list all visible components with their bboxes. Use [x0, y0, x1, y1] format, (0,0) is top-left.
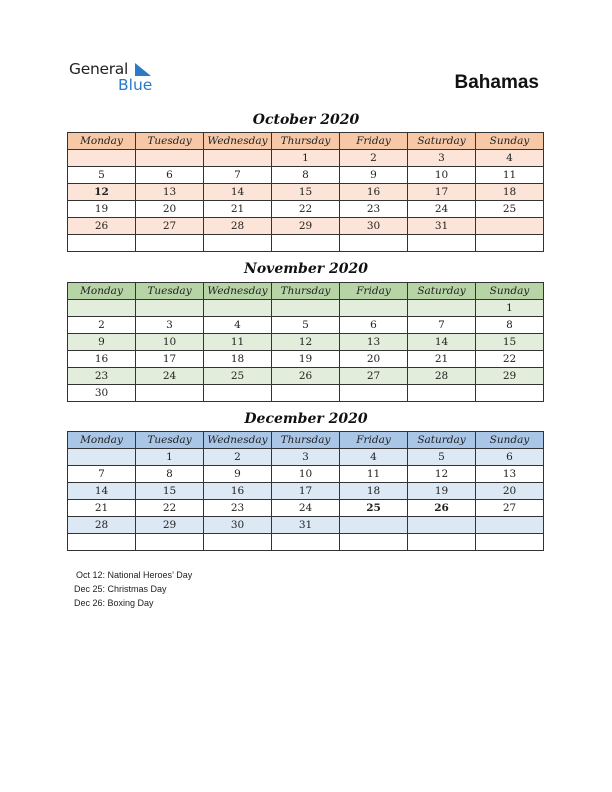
- month-title-october: October 2020: [252, 112, 360, 128]
- day-cell: 23: [68, 368, 136, 385]
- day-cell: 7: [408, 317, 476, 334]
- day-cell: [204, 235, 272, 252]
- day-cell: 30: [340, 218, 408, 235]
- week-row: [68, 300, 544, 317]
- day-cell: 28: [68, 517, 136, 534]
- day-cell: [408, 300, 476, 317]
- day-cell: 24: [136, 368, 204, 385]
- weekday-header: Tuesday: [136, 283, 204, 300]
- day-cell: [136, 150, 204, 167]
- day-cell: [204, 534, 272, 551]
- day-cell: 17: [408, 184, 476, 201]
- day-cell: 4: [476, 150, 544, 167]
- day-cell: [272, 385, 340, 402]
- day-cell: 19: [408, 483, 476, 500]
- day-cell: [136, 300, 204, 317]
- day-cell: 15: [476, 334, 544, 351]
- day-cell: 3: [272, 449, 340, 466]
- day-cell: [340, 534, 408, 551]
- week-row: [68, 150, 544, 167]
- day-cell: 2: [340, 150, 408, 167]
- day-cell: [68, 235, 136, 252]
- day-cell: 20: [136, 201, 204, 218]
- holiday-note: Oct 12: National Heroes’ Day: [76, 570, 193, 580]
- day-cell: 7: [204, 167, 272, 184]
- weekday-header: Saturday: [408, 283, 476, 300]
- day-cell: [340, 517, 408, 534]
- week-row: [68, 500, 544, 517]
- day-cell: 3: [136, 317, 204, 334]
- day-cell: [272, 235, 340, 252]
- weekday-header: Tuesday: [136, 432, 204, 449]
- calendar-body: [68, 150, 544, 252]
- day-cell: 26: [408, 500, 476, 517]
- week-row: [68, 466, 544, 483]
- country-title: Bahamas: [454, 72, 539, 93]
- weekday-header: Saturday: [408, 133, 476, 150]
- day-cell: 26: [68, 218, 136, 235]
- week-row: [68, 534, 544, 551]
- day-cell: 23: [340, 201, 408, 218]
- day-cell: [68, 449, 136, 466]
- weekday-header: Wednesday: [204, 283, 272, 300]
- day-cell: 7: [68, 466, 136, 483]
- day-cell: 18: [340, 483, 408, 500]
- day-cell: 29: [136, 517, 204, 534]
- weekday-header: Wednesday: [204, 133, 272, 150]
- day-cell: [136, 534, 204, 551]
- day-cell: 16: [204, 483, 272, 500]
- day-cell: 6: [136, 167, 204, 184]
- weekday-header: Monday: [68, 283, 136, 300]
- weekday-header: Monday: [68, 133, 136, 150]
- day-cell: [272, 534, 340, 551]
- weekday-header: Friday: [340, 133, 408, 150]
- day-cell: [204, 150, 272, 167]
- day-cell: [408, 517, 476, 534]
- day-cell: 12: [408, 466, 476, 483]
- day-cell: [476, 534, 544, 551]
- day-cell: 25: [476, 201, 544, 218]
- week-row: [68, 368, 544, 385]
- day-cell: 16: [340, 184, 408, 201]
- day-cell: 11: [340, 466, 408, 483]
- day-cell: 10: [272, 466, 340, 483]
- day-cell: [476, 385, 544, 402]
- calendar-november: [67, 282, 544, 402]
- day-cell: 16: [68, 351, 136, 368]
- day-cell: 2: [204, 449, 272, 466]
- day-cell: [204, 300, 272, 317]
- logo: [69, 60, 169, 96]
- week-row: [68, 449, 544, 466]
- weekday-header: Thursday: [272, 133, 340, 150]
- day-cell: [340, 235, 408, 252]
- week-row: [68, 351, 544, 368]
- day-cell: [408, 534, 476, 551]
- weekday-header: Wednesday: [204, 432, 272, 449]
- weekday-header-row: [68, 432, 544, 449]
- day-cell: 21: [68, 500, 136, 517]
- day-cell: [408, 235, 476, 252]
- week-row: [68, 317, 544, 334]
- day-cell: 15: [136, 483, 204, 500]
- day-cell: [476, 235, 544, 252]
- day-cell: 11: [204, 334, 272, 351]
- day-cell: 19: [272, 351, 340, 368]
- weekday-header: Friday: [340, 432, 408, 449]
- day-cell: 30: [204, 517, 272, 534]
- day-cell: [408, 385, 476, 402]
- day-cell: 12: [68, 184, 136, 201]
- calendar-body: [68, 449, 544, 551]
- day-cell: 27: [476, 500, 544, 517]
- day-cell: 27: [340, 368, 408, 385]
- logo-text-blue: Blue: [118, 76, 153, 94]
- day-cell: [476, 218, 544, 235]
- day-cell: 18: [204, 351, 272, 368]
- weekday-header: Sunday: [476, 432, 544, 449]
- week-row: [68, 334, 544, 351]
- day-cell: 20: [340, 351, 408, 368]
- day-cell: 6: [340, 317, 408, 334]
- day-cell: 25: [340, 500, 408, 517]
- day-cell: 31: [408, 218, 476, 235]
- day-cell: 1: [272, 150, 340, 167]
- logo-text-general: General: [69, 60, 128, 78]
- day-cell: 18: [476, 184, 544, 201]
- day-cell: [340, 385, 408, 402]
- calendar-body: [68, 300, 544, 402]
- day-cell: 5: [408, 449, 476, 466]
- day-cell: 31: [272, 517, 340, 534]
- day-cell: 13: [136, 184, 204, 201]
- day-cell: 21: [204, 201, 272, 218]
- day-cell: [476, 517, 544, 534]
- day-cell: 17: [272, 483, 340, 500]
- day-cell: 29: [476, 368, 544, 385]
- month-title-november: November 2020: [244, 261, 368, 277]
- day-cell: 1: [476, 300, 544, 317]
- day-cell: 28: [204, 218, 272, 235]
- day-cell: [136, 235, 204, 252]
- day-cell: 22: [272, 201, 340, 218]
- day-cell: 14: [204, 184, 272, 201]
- day-cell: 29: [272, 218, 340, 235]
- day-cell: 10: [136, 334, 204, 351]
- day-cell: 9: [340, 167, 408, 184]
- day-cell: 8: [476, 317, 544, 334]
- weekday-header: Friday: [340, 283, 408, 300]
- day-cell: [136, 385, 204, 402]
- day-cell: 1: [136, 449, 204, 466]
- day-cell: [68, 150, 136, 167]
- logo-triangle-icon: [133, 63, 153, 77]
- week-row: [68, 235, 544, 252]
- day-cell: 17: [136, 351, 204, 368]
- week-row: [68, 218, 544, 235]
- weekday-header: Thursday: [272, 432, 340, 449]
- day-cell: 27: [136, 218, 204, 235]
- week-row: [68, 184, 544, 201]
- day-cell: 4: [340, 449, 408, 466]
- weekday-header: Saturday: [408, 432, 476, 449]
- day-cell: 13: [340, 334, 408, 351]
- weekday-header: Thursday: [272, 283, 340, 300]
- day-cell: 5: [272, 317, 340, 334]
- day-cell: 13: [476, 466, 544, 483]
- week-row: [68, 167, 544, 184]
- weekday-header-row: [68, 283, 544, 300]
- day-cell: 24: [272, 500, 340, 517]
- day-cell: 10: [408, 167, 476, 184]
- day-cell: 22: [136, 500, 204, 517]
- day-cell: [68, 534, 136, 551]
- holiday-note: Dec 25: Christmas Day: [74, 584, 167, 594]
- day-cell: 8: [272, 167, 340, 184]
- day-cell: 4: [204, 317, 272, 334]
- week-row: [68, 385, 544, 402]
- day-cell: [68, 300, 136, 317]
- holiday-note: Dec 26: Boxing Day: [74, 598, 154, 608]
- day-cell: 24: [408, 201, 476, 218]
- week-row: [68, 201, 544, 218]
- day-cell: [204, 385, 272, 402]
- weekday-header: Sunday: [476, 283, 544, 300]
- day-cell: 2: [68, 317, 136, 334]
- week-row: [68, 483, 544, 500]
- day-cell: 20: [476, 483, 544, 500]
- day-cell: 25: [204, 368, 272, 385]
- month-title-december: December 2020: [244, 411, 368, 427]
- day-cell: 6: [476, 449, 544, 466]
- day-cell: 8: [136, 466, 204, 483]
- day-cell: 12: [272, 334, 340, 351]
- calendar-october: [67, 132, 544, 252]
- weekday-header: Monday: [68, 432, 136, 449]
- day-cell: 3: [408, 150, 476, 167]
- weekday-header-row: [68, 133, 544, 150]
- week-row: [68, 517, 544, 534]
- day-cell: 22: [476, 351, 544, 368]
- day-cell: 5: [68, 167, 136, 184]
- day-cell: 9: [68, 334, 136, 351]
- day-cell: [272, 300, 340, 317]
- day-cell: 19: [68, 201, 136, 218]
- weekday-header: Sunday: [476, 133, 544, 150]
- holiday-notes: [74, 568, 192, 610]
- day-cell: 23: [204, 500, 272, 517]
- day-cell: 21: [408, 351, 476, 368]
- day-cell: 14: [408, 334, 476, 351]
- day-cell: 30: [68, 385, 136, 402]
- day-cell: 14: [68, 483, 136, 500]
- calendar-december: [67, 431, 544, 551]
- day-cell: 15: [272, 184, 340, 201]
- weekday-header: Tuesday: [136, 133, 204, 150]
- day-cell: 28: [408, 368, 476, 385]
- day-cell: 11: [476, 167, 544, 184]
- day-cell: 9: [204, 466, 272, 483]
- day-cell: [340, 300, 408, 317]
- day-cell: 26: [272, 368, 340, 385]
